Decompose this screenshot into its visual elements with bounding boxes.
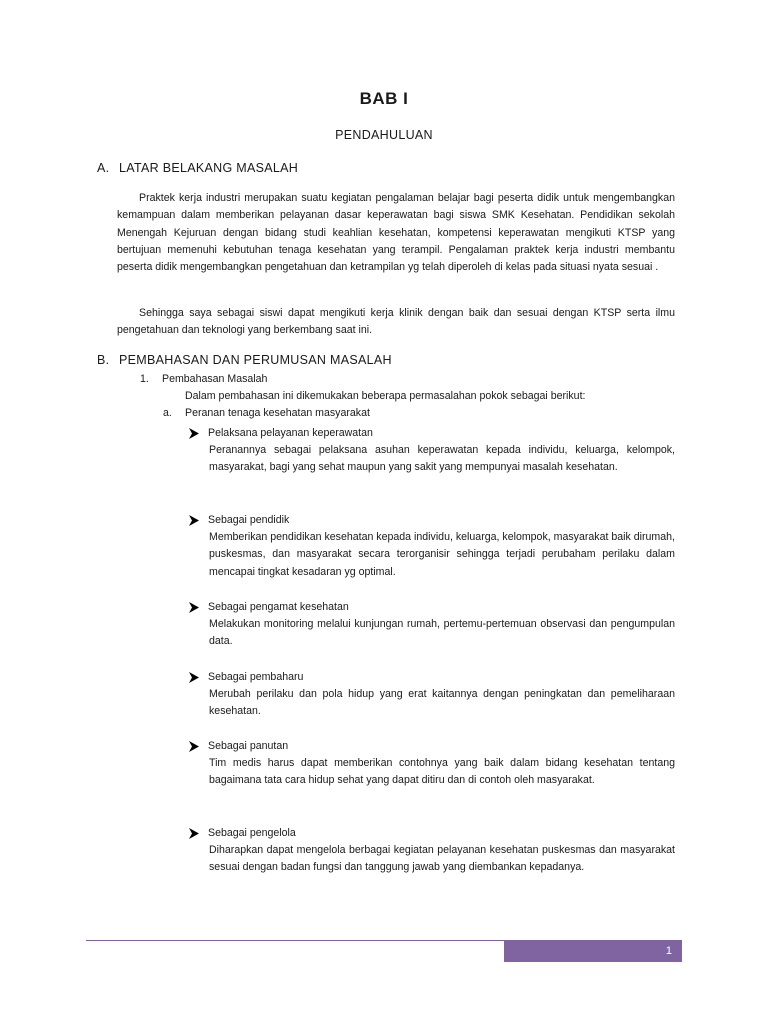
subsection-a-title: Peranan tenaga kesehatan masyarakat (185, 407, 370, 419)
arrow-bullet-icon (188, 428, 208, 439)
section-a-number: A. (97, 161, 110, 175)
bullet-description: Diharapkan dapat mengelola berbagai kegiatan pelayanan kesehatan puskesmas dan masyarakat sesuai dengan badan fungsi dan tanggung jawab yang diembankan kepadanya. (209, 844, 675, 874)
arrow-bullet-icon (188, 741, 208, 752)
subsection-1-title: Pembahasan Masalah (162, 373, 268, 385)
page-number: 1 (665, 945, 672, 957)
bullet-title: Sebagai pendidik (208, 514, 290, 526)
bullet-title: Pelaksana pelayanan keperawatan (208, 427, 373, 439)
arrow-bullet-icon (188, 828, 208, 839)
section-a-paragraph-1: Praktek kerja industri merupakan suatu kegiatan pengalaman belajar bagi peserta didik untuk mengembangkan kemampuan dalam memberikan pelayanan dasar keperawatan bagi siswa SMK Kesehatan. Pendidikan sekolah Menengah Kejuruan dengan bidang studi keahlian kesehatan, kompetensi keperawatan mengikuti KTSP yang bertujuan memenuhi kebutuhan tenaga kesehatan yang terampil. Pengalaman praktek kerja industri membantu peserta didik mengembangkan pengetahuan dan ketrampilan yg telah diperoleh di kelas pada situasi nyata sesuai . (117, 192, 675, 274)
bullet-item (188, 599, 678, 651)
section-a-heading (97, 161, 298, 175)
bullet-description: Merubah perilaku dan pola hidup yang erat kaitannya dengan peningkatan dan pemeliharaan kesehatan. (209, 688, 675, 718)
subsection-a-heading (163, 407, 370, 419)
section-a-title: LATAR BELAKANG MASALAH (119, 161, 299, 175)
section-b-number: B. (97, 353, 110, 367)
section-b-heading (97, 353, 392, 367)
bullet-title: Sebagai pengelola (208, 827, 296, 839)
arrow-bullet-icon (188, 602, 208, 613)
bullet-description: Melakukan monitoring melalui kunjungan rumah, pertemu-pertemuan observasi dan pengumpulan data. (209, 618, 675, 648)
subsection-1-heading (140, 373, 267, 385)
arrow-bullet-icon (188, 515, 208, 526)
subsection-a-number: a. (163, 407, 172, 419)
page-number-box (504, 940, 682, 962)
subsection-1-number: 1. (140, 373, 149, 385)
bullet-item (188, 669, 678, 721)
arrow-bullet-icon (188, 672, 208, 683)
bullet-description: Peranannya sebagai pelaksana asuhan keperawatan kepada individu, keluarga, kelompok, masyarakat, bagi yang sehat maupun yang sakit yang mempunyai masalah kesehatan. (209, 444, 675, 474)
section-a-paragraph-2: Sehingga saya sebagai siswi dapat mengikuti kerja klinik dengan baik dan sesuai dengan KTSP serta ilmu pengetahuan dan teknologi yang berkembang saat ini. (117, 307, 675, 337)
section-b-title: PEMBAHASAN DAN PERUMUSAN MASALAH (119, 353, 392, 367)
bullet-item (188, 512, 678, 581)
bullet-item (188, 825, 678, 877)
chapter-title: BAB I (359, 89, 409, 108)
bullet-description: Memberikan pendidikan kesehatan kepada individu, keluarga, kelompok, masyarakat baik dirumah, puskesmas, dan masyarakat secara terorganisir sehingga terjadi perubaham perilaku dalam mencapai tingkat kesadaran yg optimal. (209, 531, 675, 578)
footer-divider (86, 940, 504, 941)
chapter-subtitle: PENDAHULUAN (335, 128, 433, 142)
bullet-item (188, 425, 678, 477)
bullet-title: Sebagai pengamat kesehatan (208, 601, 349, 613)
subsection-1-intro: Dalam pembahasan ini dikemukakan beberapa permasalahan pokok sebagai berikut: (185, 390, 586, 402)
bullet-title: Sebagai pembaharu (208, 671, 304, 683)
bullet-item (188, 738, 678, 790)
bullet-description: Tim medis harus dapat memberikan contohnya yang baik dalam bidang kesehatan tentang bagaimana tata cara hidup sehat yang dapat ditiru dan di contoh oleh masyarakat. (209, 757, 675, 787)
bullet-title: Sebagai panutan (208, 740, 289, 752)
